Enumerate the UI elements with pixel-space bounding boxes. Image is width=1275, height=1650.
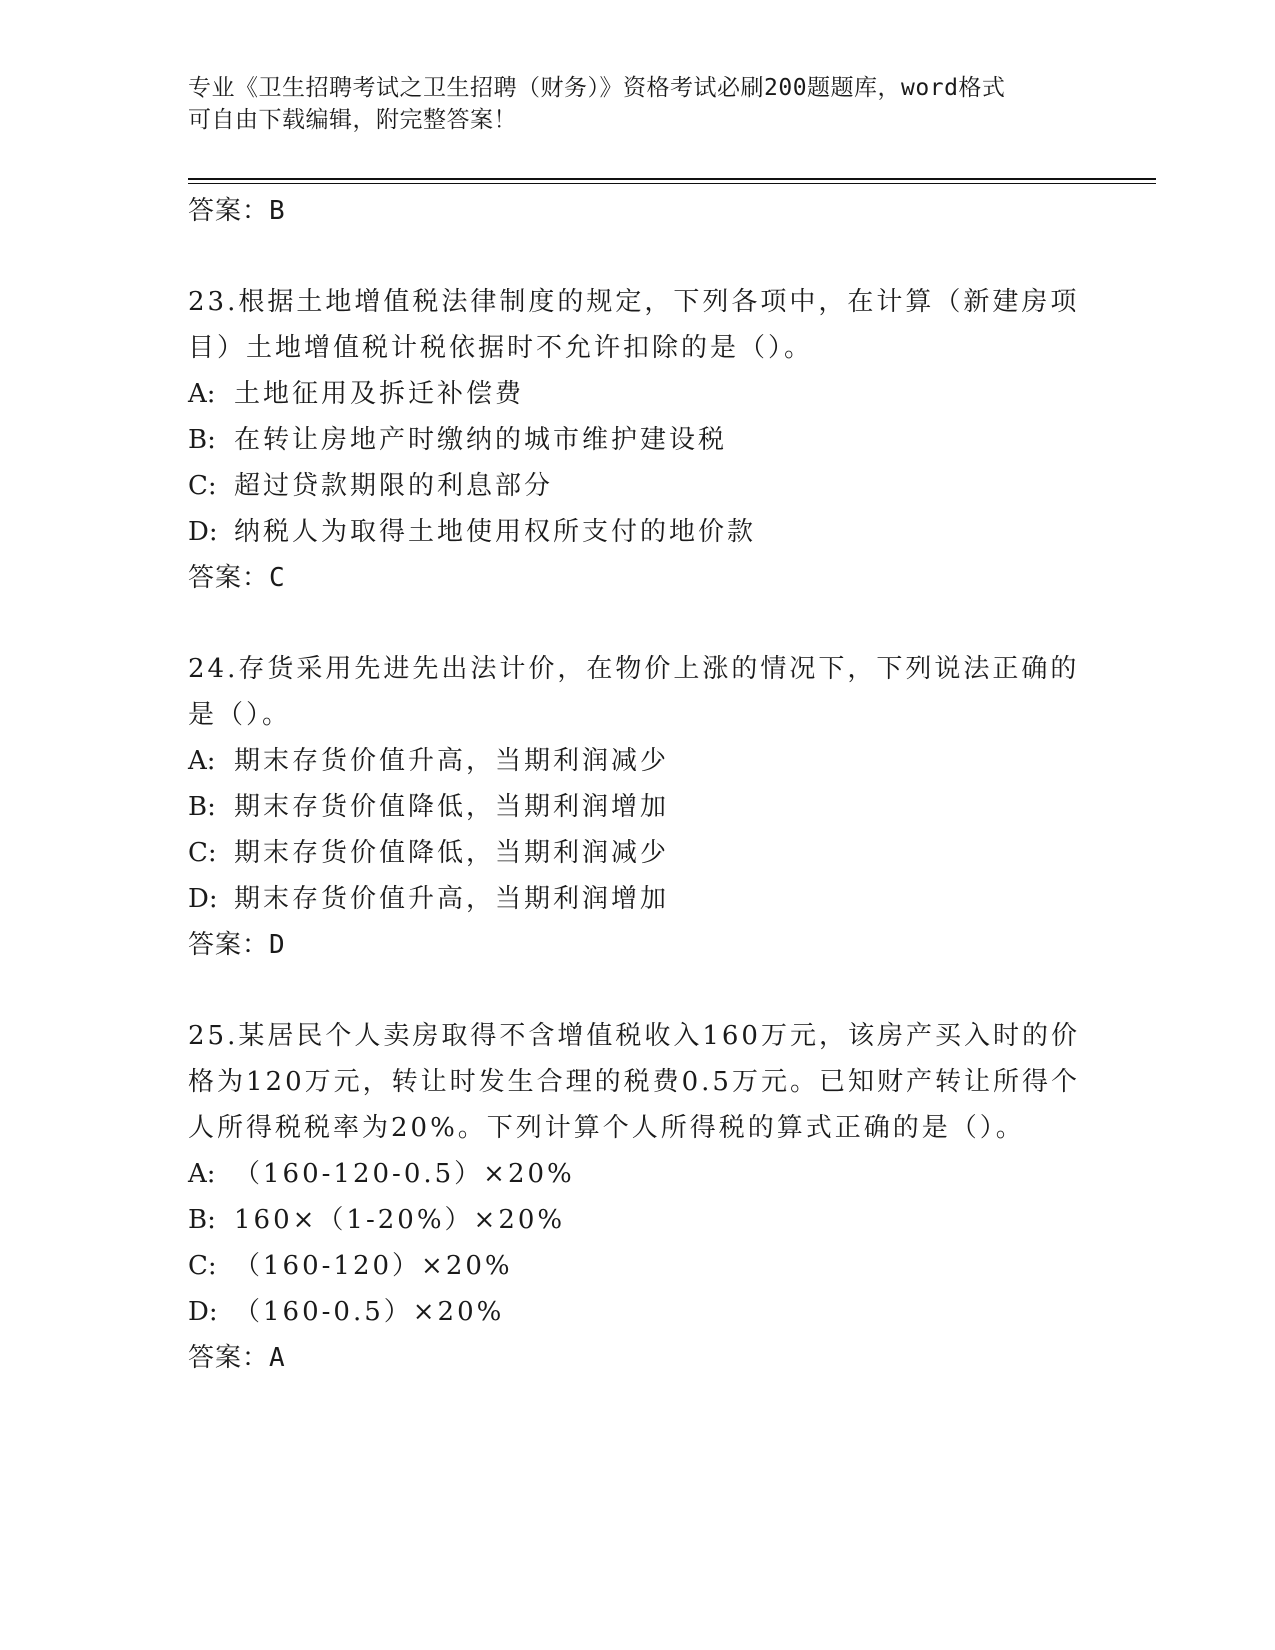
option-letter: C: [188, 471, 217, 501]
option-letter: D: [188, 884, 218, 914]
option-letter: C: [188, 838, 217, 868]
option-text: 期末存货价值升高，当期利润增加 [234, 884, 670, 914]
option-letter: A: [188, 379, 216, 409]
question-stem: 23.根据土地增值税法律制度的规定，下列各项中，在计算（新建房项目）土地增值税计税依据时不允许扣除的是（）。 [188, 287, 1080, 363]
previous-answer: 答案：B [188, 196, 286, 226]
option-b [188, 417, 1088, 463]
option-text: （160-120）×20% [234, 1251, 513, 1281]
option-c [188, 463, 1088, 509]
question-stem: 25.某居民个人卖房取得不含增值税收入160万元，该房产买入时的价格为120万元，转让时发生合理的税费0.5万元。已知财产转让所得个人所得税税率为20%。下列计算个人所得税的算式正确的是（）。 [188, 1021, 1080, 1143]
option-text: 期末存货价值降低，当期利润减少 [234, 838, 670, 868]
option-c [188, 1243, 1088, 1289]
option-a [188, 371, 1088, 417]
option-text: 土地征用及拆迁补偿费 [234, 379, 525, 409]
option-text: 160×（1-20%）×20% [234, 1205, 566, 1235]
option-letter: B: [188, 425, 216, 455]
option-letter: A: [188, 1159, 216, 1189]
document-header [188, 72, 1088, 136]
option-text: 在转让房地产时缴纳的城市维护建设税 [234, 425, 728, 455]
option-a [188, 1151, 1088, 1197]
option-text: （160-120-0.5）×20% [234, 1159, 575, 1189]
question-25 [188, 1013, 1088, 1381]
option-b [188, 784, 1088, 830]
header-line-2: 可自由下载编辑，附完整答案！ [188, 107, 517, 133]
option-a [188, 738, 1088, 784]
option-text: 纳税人为取得土地使用权所支付的地价款 [234, 517, 757, 547]
option-d [188, 509, 1088, 555]
option-c [188, 830, 1088, 876]
option-letter: D: [188, 1297, 218, 1327]
option-letter: D: [188, 517, 218, 547]
option-letter: A: [188, 746, 216, 776]
answer-line: 答案：D [188, 930, 286, 960]
option-letter: B: [188, 792, 216, 822]
header-rule-thin [188, 183, 1156, 184]
question-23 [188, 279, 1088, 601]
question-stem: 24.存货采用先进先出法计价，在物价上涨的情况下，下列说法正确的是（）。 [188, 654, 1080, 730]
option-b [188, 1197, 1088, 1243]
option-letter: B: [188, 1205, 216, 1235]
option-text: 期末存货价值降低，当期利润增加 [234, 792, 670, 822]
document-body [188, 188, 1088, 1381]
header-line-1: 专业《卫生招聘考试之卫生招聘（财务）》资格考试必刷200题题库，word格式 [188, 75, 1006, 101]
answer-line: 答案：A [188, 1343, 286, 1373]
answer-line: 答案：C [188, 563, 286, 593]
question-24 [188, 646, 1088, 968]
option-d [188, 1289, 1088, 1335]
option-text: （160-0.5）×20% [234, 1297, 505, 1327]
option-d [188, 876, 1088, 922]
option-text: 期末存货价值升高，当期利润减少 [234, 746, 670, 776]
option-letter: C: [188, 1251, 217, 1281]
header-rule-thick [188, 178, 1156, 180]
option-text: 超过贷款期限的利息部分 [234, 471, 554, 501]
